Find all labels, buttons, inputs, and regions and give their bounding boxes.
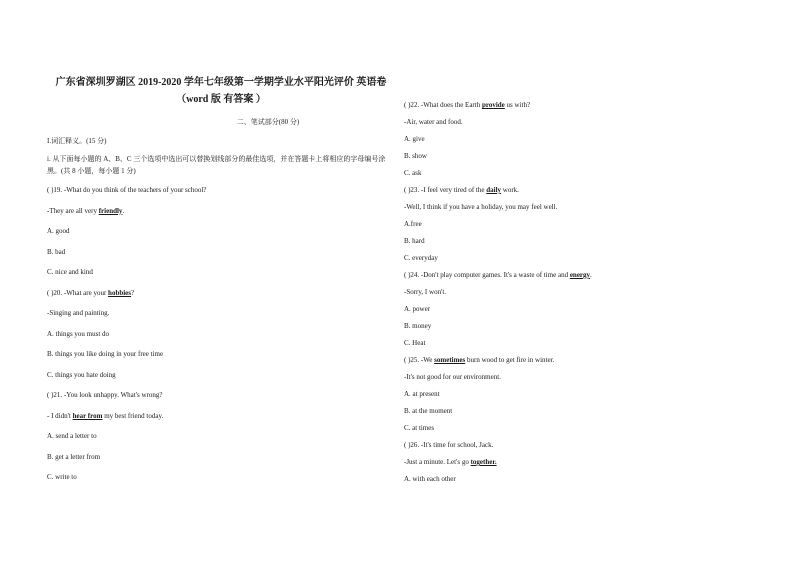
question-text: C. Heat: [404, 339, 426, 347]
question-line: [47, 473, 77, 482]
question-text: -It's time for school, Jack.: [419, 441, 494, 449]
question-line: [404, 118, 463, 127]
question-text: C. nice and kind: [47, 268, 93, 276]
question-line: [404, 237, 425, 246]
question-number: ( )23.: [404, 186, 420, 194]
question-text: work.: [501, 186, 519, 194]
question-text: -Well, I think if you have a holiday, you may feel well.: [404, 203, 558, 211]
question-text: - I didn't: [47, 411, 73, 420]
question-line: [47, 453, 100, 462]
question-line: [47, 330, 109, 339]
question-line: [404, 356, 554, 365]
question-text: A. good: [47, 227, 70, 235]
question-line: [404, 458, 497, 467]
question-line: [47, 391, 162, 400]
underlined-word: together.: [470, 458, 497, 466]
part-heading: I.词汇释义。(15 分): [47, 137, 107, 145]
question-text: B. money: [404, 322, 432, 330]
question-text: B. hard: [404, 237, 425, 245]
question-text: C. everyday: [404, 254, 438, 262]
question-line: [404, 390, 440, 399]
question-text: -I feel very tired of the: [419, 186, 487, 194]
question-text: A. at present: [404, 390, 440, 398]
question-line: [404, 186, 519, 195]
question-text: ?: [131, 288, 135, 297]
question-number: ( )21.: [47, 391, 63, 399]
question-number: ( )25.: [404, 356, 420, 364]
question-text: my best friend today.: [102, 411, 164, 420]
question-line: [404, 424, 434, 433]
question-line: [404, 305, 430, 314]
question-line: [47, 248, 65, 257]
question-text: A. with each other: [404, 475, 456, 483]
question-line: [47, 371, 116, 380]
question-line: [404, 203, 557, 212]
question-text: A. things you must do: [47, 329, 110, 338]
underlined-word: hear from: [72, 411, 103, 420]
question-line: [47, 432, 97, 441]
question-line: [47, 289, 134, 298]
question-line: [404, 475, 456, 484]
question-number: ( )20.: [47, 288, 63, 297]
question-text: C. at times: [404, 424, 435, 432]
question-text: burn wood to get fire in winter.: [465, 356, 555, 364]
question-text: .: [122, 206, 125, 215]
question-line: [404, 135, 425, 144]
question-text: B. things you like doing in your free time: [47, 350, 164, 358]
question-line: [47, 227, 70, 236]
question-line: [47, 268, 93, 277]
question-line: [404, 322, 431, 331]
underlined-word: provide: [481, 101, 505, 109]
underlined-word: daily: [486, 186, 502, 194]
question-text: -Just a minute. Let's go: [404, 458, 471, 466]
question-line: [47, 412, 163, 421]
question-text: A. send a letter to: [47, 432, 97, 440]
question-text: -Sorry, I won't.: [404, 288, 447, 296]
question-text: -Singing and painting.: [47, 309, 110, 317]
question-text: -They are all very: [47, 206, 99, 215]
question-text: C. ask: [404, 169, 422, 177]
question-text: -Air, water and food.: [404, 118, 463, 126]
question-line: [404, 220, 422, 229]
question-line: [47, 207, 124, 216]
question-line: [404, 152, 427, 161]
question-line: [47, 309, 109, 318]
question-line: [47, 350, 163, 359]
question-number: ( )24.: [404, 271, 420, 279]
question-text: -You look unhappy. What's wrong?: [62, 391, 163, 399]
question-line: [404, 254, 438, 263]
question-line: [404, 441, 493, 450]
underlined-word: energy: [569, 271, 591, 279]
question-text: A. give: [404, 135, 425, 143]
question-text: B. show: [404, 152, 427, 160]
question-text: A. power: [404, 305, 431, 313]
question-text: -We: [419, 356, 435, 364]
question-line: [47, 186, 206, 195]
question-line: [404, 339, 425, 348]
question-text: C. things you hate doing: [47, 370, 116, 379]
question-line: [404, 271, 592, 280]
question-text: B. bad: [47, 247, 66, 256]
question-text: .: [590, 271, 592, 279]
question-text: -It's not good for our environment.: [404, 373, 501, 381]
underlined-word: sometimes: [434, 356, 466, 364]
section-heading: 二、笔试部分(80 分): [236, 118, 300, 126]
instruction-text: i. 从下面每小题的 A、B、C 三个选项中选出可以替换划线部分的最佳选项，并在答题卡上将相应的字母编号涂黑。(共 8 小题，每小题 1 分): [47, 155, 386, 175]
question-text: A.free: [404, 220, 422, 228]
question-line: [404, 373, 501, 382]
underlined-word: friendly: [98, 206, 123, 215]
question-line: [404, 169, 422, 178]
document-title: 广东省深圳罗湖区 2019-2020 学年七年级第一学期学业水平阳光评价 英语卷（word 版 有答案 ）: [55, 77, 387, 105]
question-line: [404, 288, 446, 297]
question-text: -Don't play computer games. It's a waste of time and: [419, 271, 570, 279]
question-text: us with?: [504, 101, 531, 109]
question-text: B. at the moment: [404, 407, 453, 415]
question-text: -What are your: [62, 288, 109, 297]
question-number: ( )26.: [404, 441, 420, 449]
question-number: ( )19.: [47, 186, 63, 194]
question-text: -What does the Earth: [419, 101, 482, 109]
question-text: C. write to: [47, 473, 77, 481]
question-line: [404, 407, 452, 416]
question-text: B. get a letter from: [47, 452, 101, 461]
underlined-word: hobbies: [108, 288, 132, 297]
question-number: ( )22.: [404, 101, 420, 109]
question-line: [404, 101, 530, 110]
question-text: -What do you think of the teachers of your school?: [62, 186, 207, 194]
